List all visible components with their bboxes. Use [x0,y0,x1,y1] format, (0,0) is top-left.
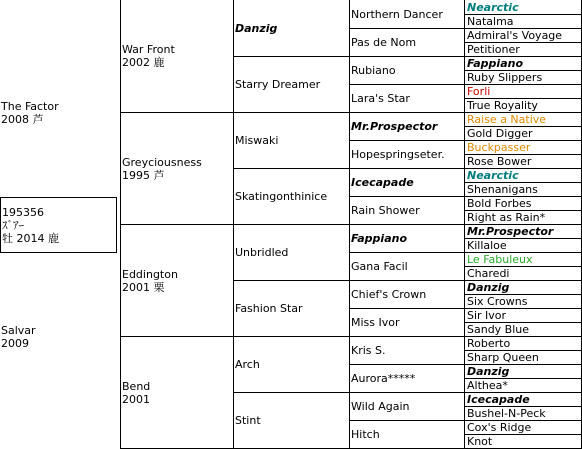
gen3-name: Danzig [235,21,278,35]
gen5-cell[interactable] [465,113,581,127]
gen5-cell[interactable] [465,57,581,71]
gen5-name: Knot [467,435,493,448]
gen4-name: Gana Facil [351,260,408,273]
gen5-name: Cox's Ridge [467,421,532,434]
gen5-cell[interactable] [465,183,581,197]
gen4-name: Rubiano [351,64,396,77]
gen3-name: Stint [235,414,261,427]
gen4-cell[interactable] [350,0,464,29]
gen5-cell[interactable] [465,43,581,57]
gen4-name: Wild Again [351,400,410,413]
gen4-name: Kris S. [351,344,386,357]
gen2-info: 2001 [122,392,150,406]
gen4-name: Miss Ivor [351,316,400,329]
gen4-cell[interactable] [350,197,464,225]
gen5-name: Bushel-N-Peck [467,407,546,420]
gen5-cell[interactable] [465,309,581,323]
gen5-cell[interactable] [465,407,581,421]
gen2-cell[interactable] [121,0,233,113]
gen5-cell[interactable] [465,0,581,15]
gen4-name: Lara's Star [351,92,410,105]
gen5-cell[interactable] [465,379,581,393]
gen4-name: Hopespringseter. [351,148,445,161]
gen5-cell[interactable] [465,127,581,141]
gen5-name: Natalma [467,15,514,28]
gen5-cell[interactable] [465,15,581,29]
gen5-name: Sir Ivor [467,309,507,322]
gen4-name: Rain Shower [351,204,420,217]
gen5-name: Bold Forbes [467,197,532,210]
gen5-name: Petitioner [467,43,520,56]
gen4-cell[interactable] [350,309,464,337]
gen4-name: Icecapade [351,176,414,189]
dam-cell[interactable] [0,225,120,449]
gen3-name: Fashion Star [235,302,303,315]
gen4-name: Fappiano [351,232,408,245]
gen5-name: Icecapade [467,393,530,406]
gen2-info: 1995 芦 [122,168,165,182]
gen5-cell[interactable] [465,239,581,253]
gen4-cell[interactable] [350,225,464,253]
gen2-name: Greyciousness [122,155,202,169]
gen3-cell[interactable] [234,393,349,449]
gen5-name: Sandy Blue [467,323,530,336]
gen2-name: War Front [122,43,175,56]
gen3-name: Skatingonthinice [235,190,328,203]
gen5-name: Six Crowns [467,295,528,308]
gen5-name: Fappiano [467,57,524,70]
sire-info: 2008 芦 [1,112,44,126]
gen5-name: Mr.Prospector [467,225,554,238]
gen5-name: Right as Rain* [467,211,546,224]
gen4-cell[interactable] [350,421,464,449]
gen5-cell[interactable] [465,141,581,155]
gen5-cell[interactable] [465,225,581,239]
gen3-cell[interactable] [234,57,349,113]
gen5-cell[interactable] [465,197,581,211]
gen5-name: Le Fabuleux [467,253,533,266]
gen4-name: Hitch [351,428,380,441]
gen2-cell[interactable] [121,337,233,449]
gen3-name: Arch [235,358,260,371]
gen2-name: Bend [122,379,151,393]
gen5-name: Buckpasser [467,141,531,154]
gen5-name: Charedi [467,267,510,280]
gen5-name: Roberto [467,337,511,350]
gen4-cell[interactable] [350,337,464,365]
sire-name: The Factor [1,99,59,113]
gen5-cell[interactable] [465,169,581,183]
gen4-name: Mr.Prospector [351,120,438,133]
gen3-cell[interactable] [234,337,349,393]
gen4-name: Northern Dancer [351,7,443,21]
sire-cell[interactable] [0,0,120,225]
gen5-cell[interactable] [465,155,581,169]
gen5-name: Nearctic [467,169,519,182]
gen4-cell[interactable] [350,253,464,281]
gen4-cell[interactable] [350,365,464,393]
gen5-name: Nearctic [467,0,519,14]
gen5-cell[interactable] [465,267,581,281]
dam-name: Salvar [1,324,36,337]
gen3-cell[interactable] [234,281,349,337]
gen4-cell[interactable] [350,29,464,57]
gen5-cell[interactable] [465,253,581,267]
gen5-name: Danzig [467,365,510,378]
gen5-name: Ruby Slippers [467,71,543,84]
gen5-cell[interactable] [465,295,581,309]
subject-id: 195356 [2,205,44,219]
gen3-name: Miswaki [235,134,279,147]
gen4-cell[interactable] [350,393,464,421]
gen4-cell[interactable] [350,113,464,141]
gen4-cell[interactable] [350,57,464,85]
gen5-cell[interactable] [465,393,581,407]
gen4-cell[interactable] [350,85,464,113]
gen5-name: Rose Bower [467,155,532,168]
gen5-cell[interactable] [465,421,581,435]
gen4-name: Aurora***** [351,372,416,385]
gen5-cell[interactable] [465,337,581,351]
dam-info: 2009 [1,337,29,350]
gen5-cell[interactable] [465,435,581,449]
gen5-name: Danzig [467,281,510,294]
subject-name: ｽﾞｱｰ [2,218,24,232]
subject-box [0,197,117,253]
gen2-cell[interactable] [121,225,233,337]
gen3-name: Starry Dreamer [235,78,321,91]
gen5-cell[interactable] [465,351,581,365]
gen3-name: Unbridled [235,246,289,259]
gen5-name: Sharp Queen [467,351,539,364]
gen5-name: Althea* [467,379,508,392]
gen4-cell[interactable] [350,169,464,197]
subject-info: 牡 2014 鹿 [2,231,59,245]
gen5-cell[interactable] [465,29,581,43]
gen5-cell[interactable] [465,85,581,99]
gen5-cell[interactable] [465,281,581,295]
gen5-name: Admiral's Voyage [467,29,563,42]
gen5-cell[interactable] [465,211,581,225]
gen2-name: Eddington [122,267,178,281]
gen2-cell[interactable] [121,113,233,225]
gen3-cell[interactable] [234,225,349,281]
gen5-cell[interactable] [465,99,581,113]
gen4-name: Pas de Nom [351,36,417,49]
gen5-name: Killaloe [467,239,507,252]
gen5-name: Raise a Native [467,113,547,126]
gen5-cell[interactable] [465,71,581,85]
gen3-cell[interactable] [234,169,349,225]
gen5-name: Shenanigans [467,183,538,196]
gen5-name: Forli [467,85,491,98]
gen5-cell[interactable] [465,365,581,379]
gen5-name: Gold Digger [467,127,533,140]
gen3-cell[interactable] [234,0,349,57]
gen2-info: 2001 栗 [122,280,165,294]
gen5-name: True Royality [467,99,538,112]
gen2-info: 2002 鹿 [122,56,165,69]
gen5-cell[interactable] [465,323,581,337]
gen4-name: Chief's Crown [351,288,427,301]
gen4-cell[interactable] [350,281,464,309]
gen3-cell[interactable] [234,113,349,169]
gen4-cell[interactable] [350,141,464,169]
